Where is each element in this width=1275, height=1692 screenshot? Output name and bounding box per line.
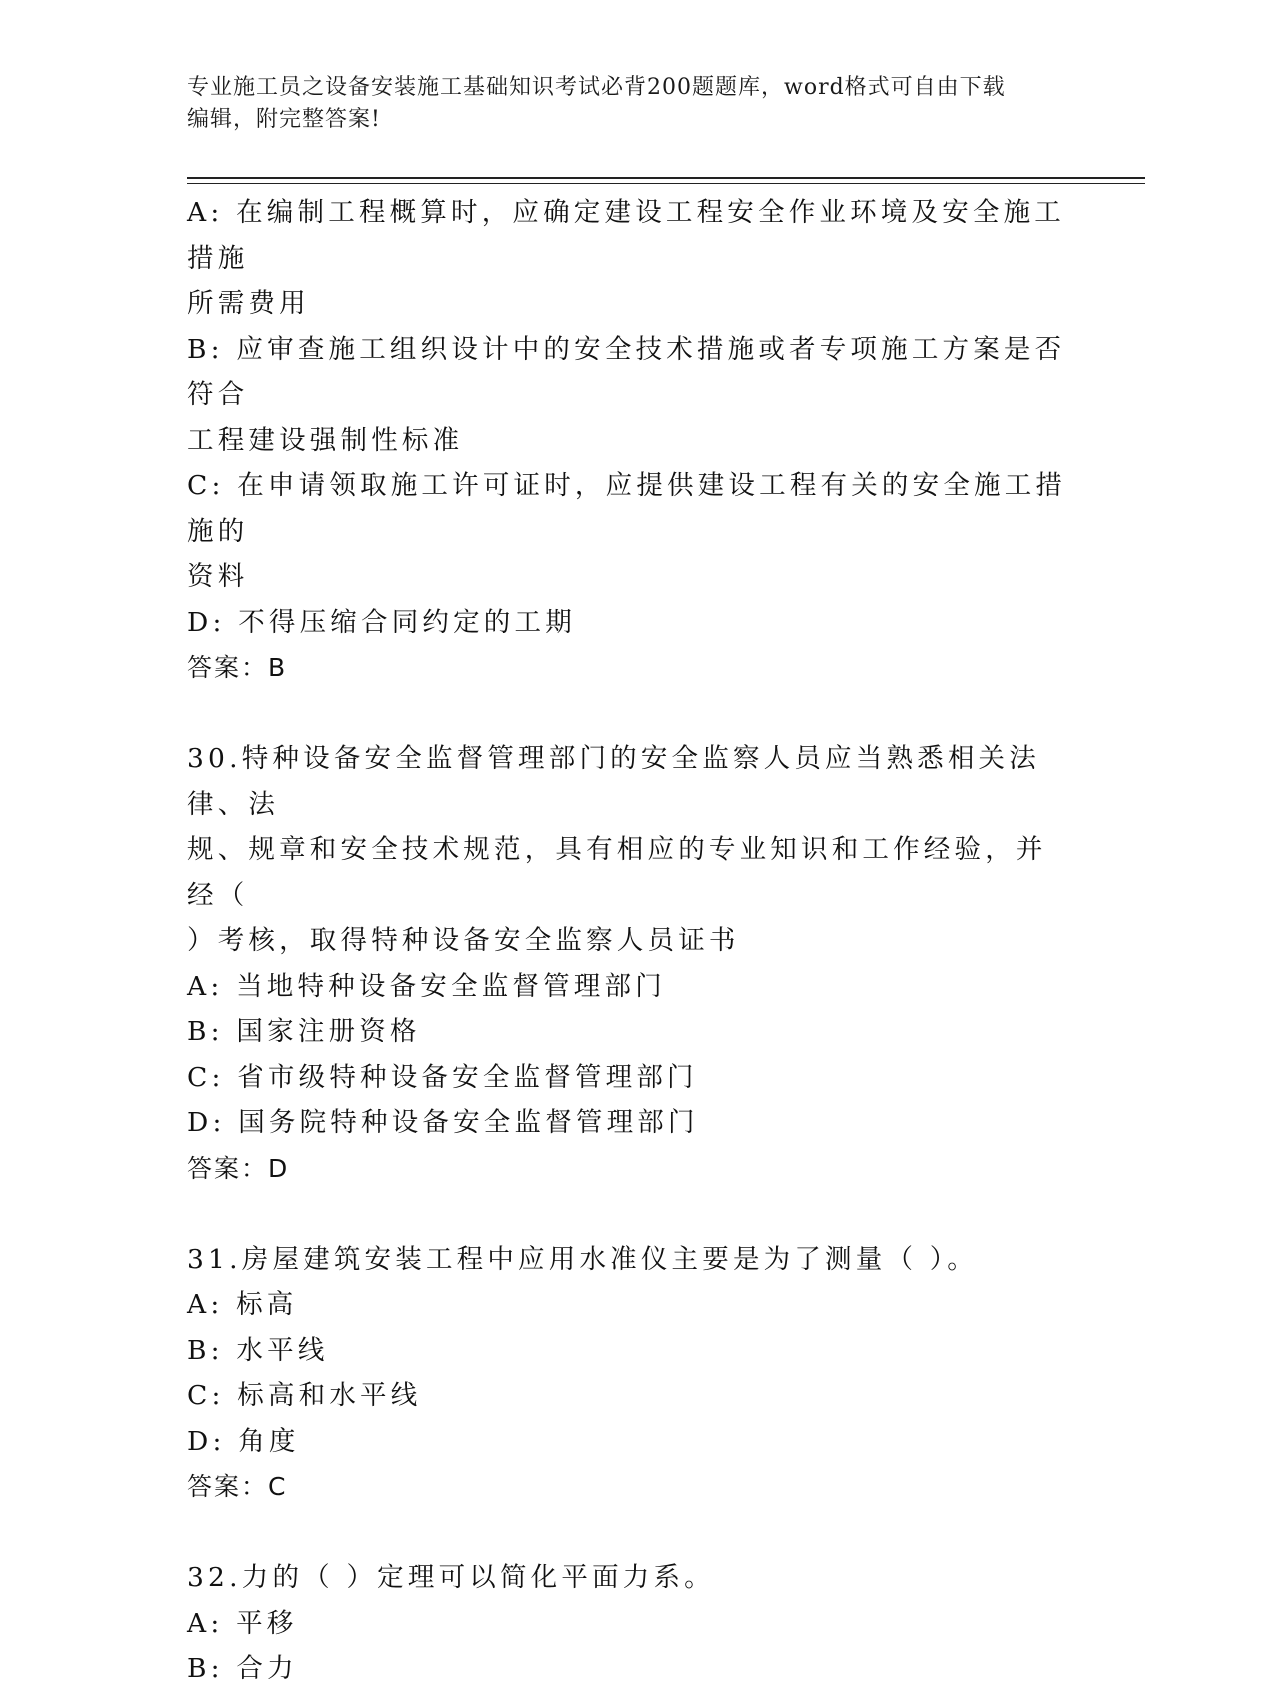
question-spacer: [187, 1191, 1077, 1237]
q32-option-b: B: 合力: [187, 1653, 298, 1684]
q29-option-b-line-2: 工程建设强制性标准: [187, 424, 464, 456]
q29-answer: 答案：B: [187, 653, 288, 682]
q30-option-c: C: 省市级特种设备安全监督管理部门: [187, 1061, 698, 1093]
question-32-block: [187, 1555, 1077, 1692]
q29-option-a-line-2: 所需费用: [187, 288, 310, 319]
q31-option-d: D: 角度: [187, 1425, 300, 1457]
q29-option-a-line-1: A: 在编制工程概算时，应确定建设工程安全作业环境及安全施工措施: [187, 197, 1065, 274]
q31-option-a: A: 标高: [187, 1289, 298, 1320]
question-spacer: [187, 1510, 1077, 1556]
q31-option-b: B: 水平线: [187, 1334, 329, 1366]
q30-option-a: A: 当地特种设备安全监督管理部门: [187, 970, 666, 1002]
q30-question-line-3: ）考核，取得特种设备安全监察人员证书: [187, 925, 740, 956]
header-title-line-2: 编辑，附完整答案!: [187, 107, 381, 132]
q29-option-c-line-2: 资料: [187, 561, 249, 592]
question-30-block: [187, 736, 1077, 1191]
q29-option-c-line-1: C: 在申请领取施工许可证时，应提供建设工程有关的安全施工措施的: [187, 470, 1067, 547]
header-title-line-1: 专业施工员之设备安装施工基础知识考试必背200题题库，word格式可自由下载: [187, 75, 1006, 100]
q30-option-d: D: 国务院特种设备安全监督管理部门: [187, 1107, 699, 1138]
q32-option-a: A: 平移: [187, 1607, 298, 1639]
question-29-block: [187, 190, 1077, 691]
q30-answer: 答案：D: [187, 1153, 290, 1183]
document-body: [187, 190, 1077, 1692]
question-spacer: [187, 691, 1077, 737]
q32-question: 32.力的（ ）定理可以简化平面力系。: [187, 1562, 715, 1593]
q31-question: 31.房屋建筑安装工程中应用水准仪主要是为了测量（ ）。: [187, 1243, 978, 1275]
q31-option-c: C: 标高和水平线: [187, 1380, 422, 1411]
q30-question-line-2: 规、规章和安全技术规范，具有相应的专业知识和工作经验，并经（: [187, 834, 1047, 911]
q30-option-b: B: 国家注册资格: [187, 1016, 421, 1047]
q30-question-line-1: 30.特种设备安全监督管理部门的安全监察人员应当熟悉相关法律、法: [187, 743, 1040, 820]
q29-option-b-line-1: B: 应审查施工组织设计中的安全技术措施或者专项施工方案是否符合: [187, 333, 1066, 410]
question-31-block: [187, 1237, 1077, 1510]
document-header: [187, 72, 1067, 136]
q29-option-d: D: 不得压缩合同约定的工期: [187, 606, 576, 638]
header-divider-thick: [187, 177, 1145, 179]
header-divider-thin: [187, 183, 1145, 184]
q31-answer: 答案：C: [187, 1472, 288, 1501]
